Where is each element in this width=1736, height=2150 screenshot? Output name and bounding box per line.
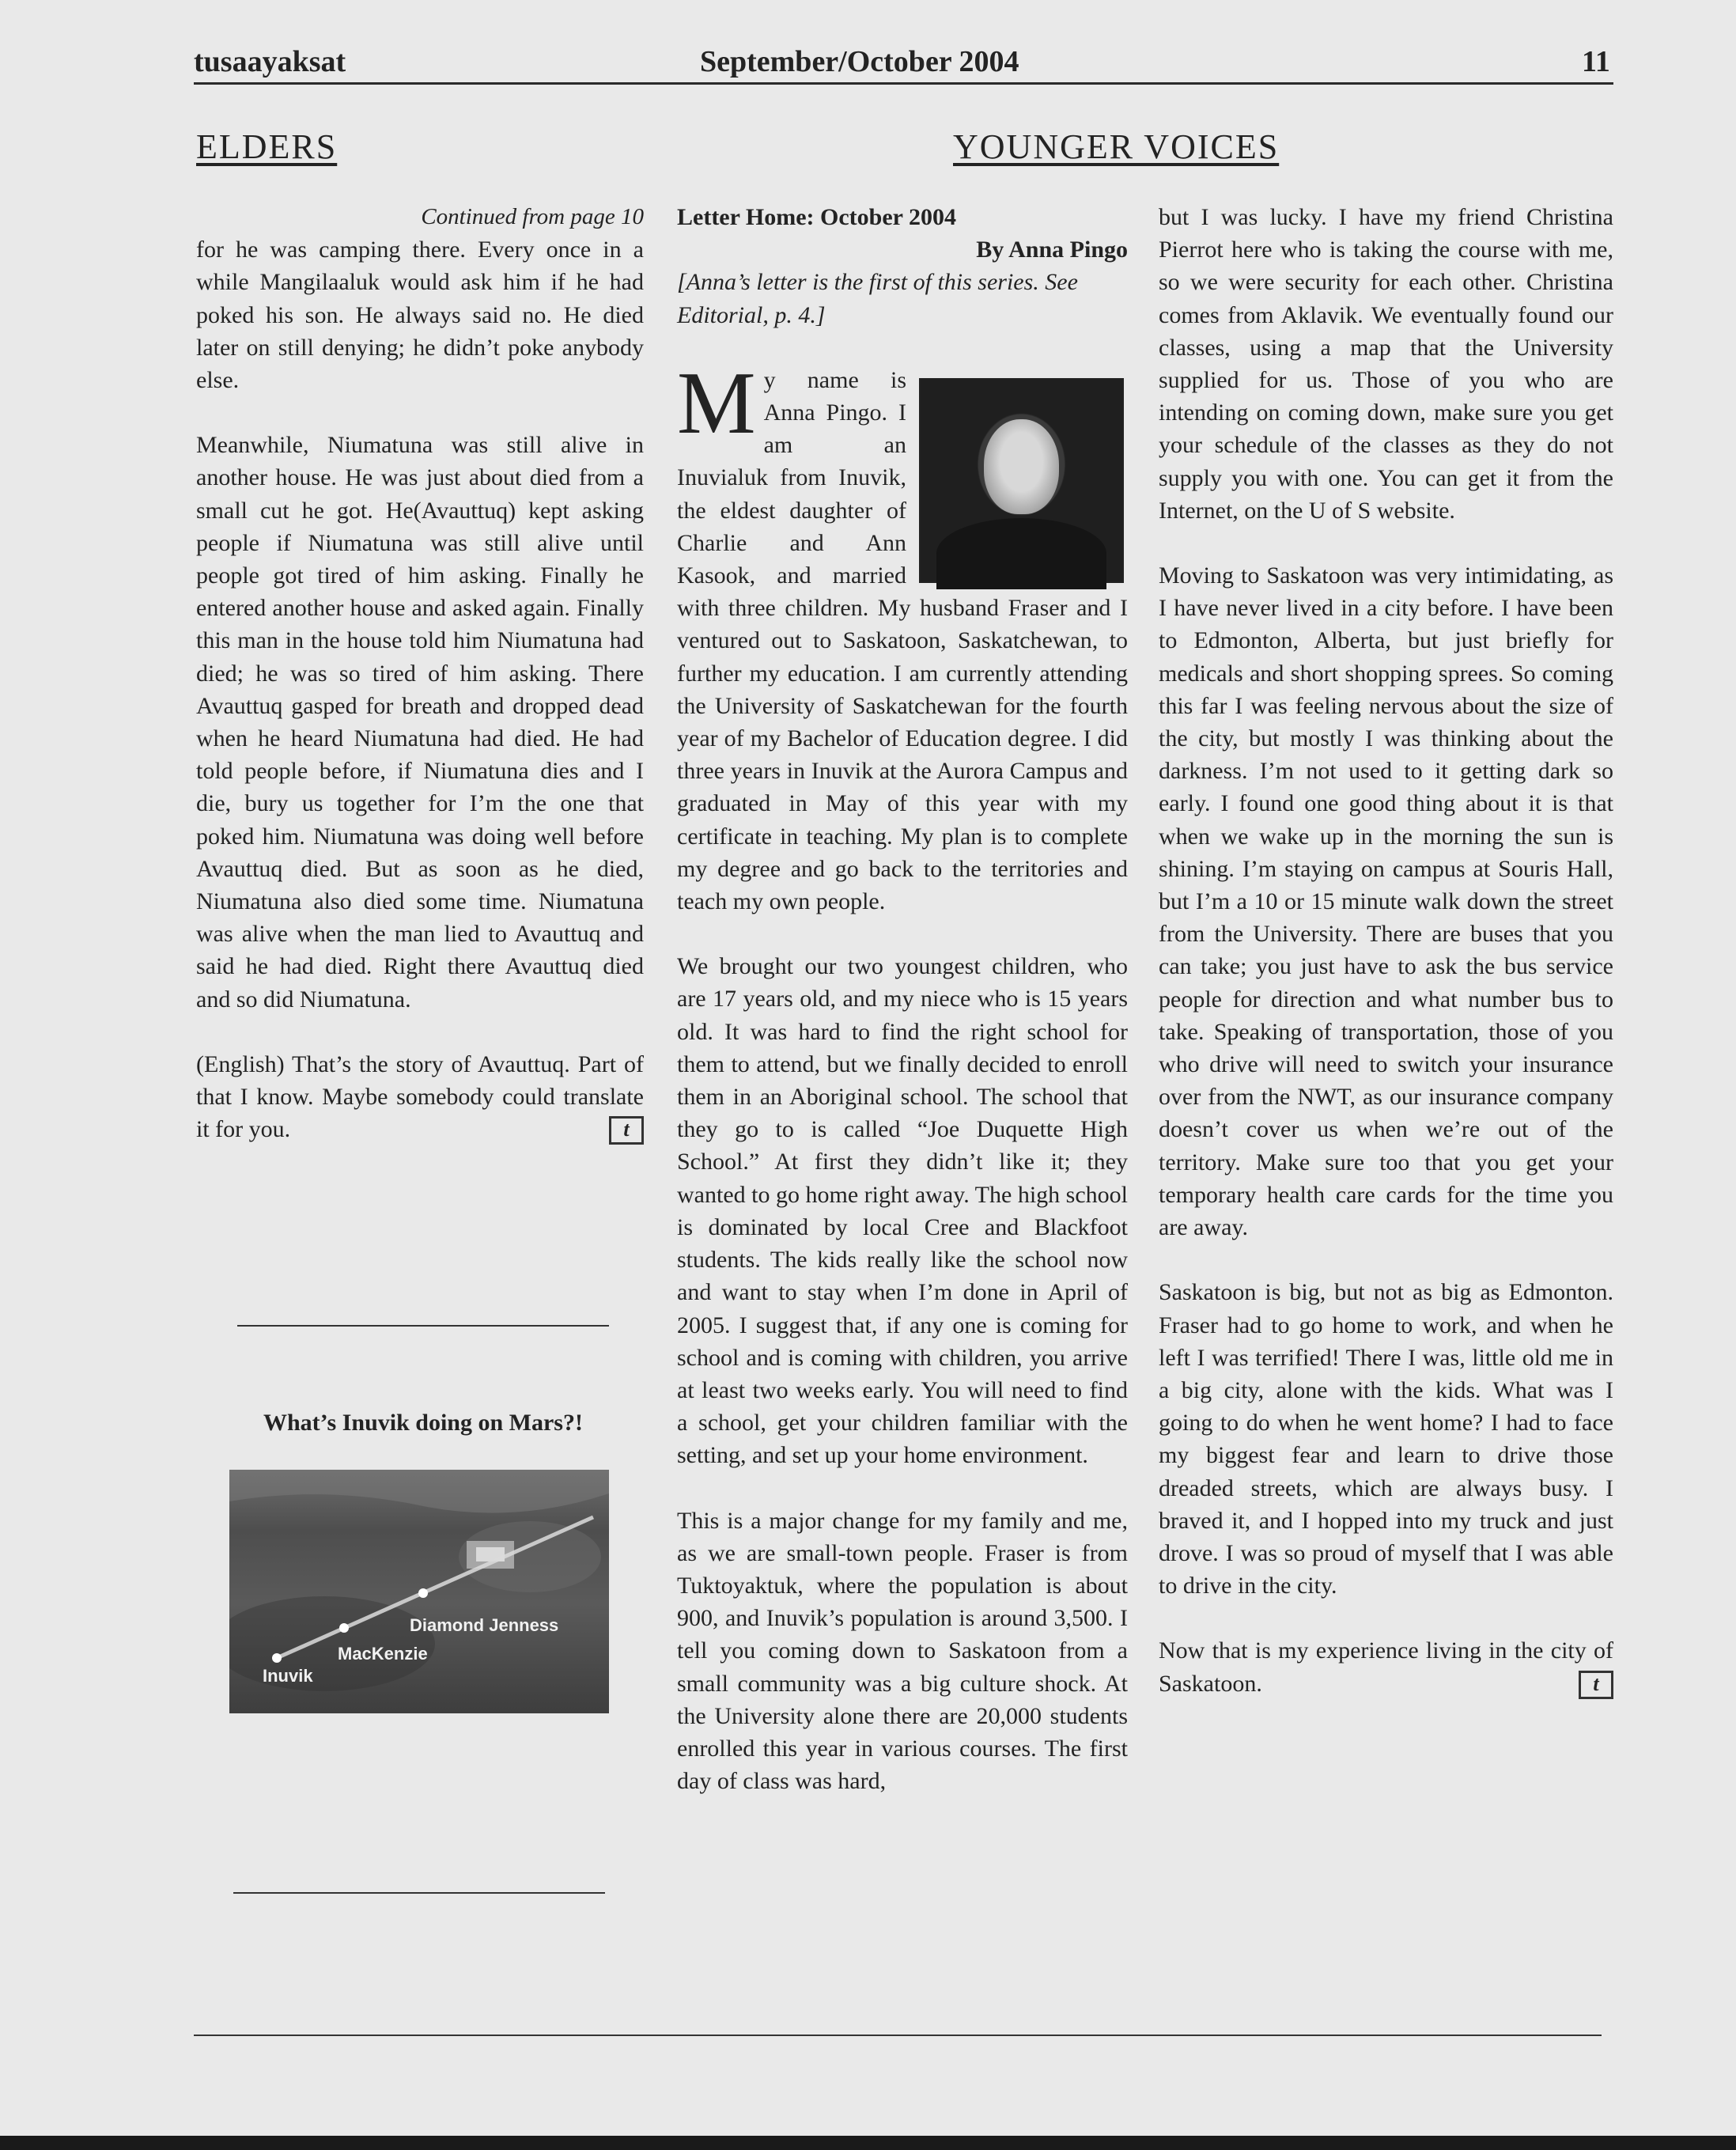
letter-paragraph: We brought our two youngest children, who are 17 years old, and my niece who is 15 years old. It was hard to find the right school for them to attend, but we finally decided to enroll them in an Aboriginal school. The school that they go to is called “Joe Duquette High School.” At first they didn’t like it; they wanted to go home right away. The high school is dominated by local Cree and Blackfoot students. The kids really like the school now and want to stay when I’m done in April of 2005. I suggest that, if any one is coming for school and is coming with children, you arrive at least two weeks early. You will need to find a school, get your children familiar with the setting, and set up your home environment. bbox=[677, 953, 1128, 1469]
photo-shoulders bbox=[936, 518, 1106, 589]
elders-section-title: ELDERS bbox=[196, 127, 338, 166]
series-note: [Anna’s letter is the first of this series. See Editorial, p. 4.] bbox=[677, 269, 1078, 328]
article-title: Letter Home: October 2004 bbox=[677, 204, 956, 230]
divider bbox=[237, 1325, 609, 1327]
letter-paragraph: This is a major change for my family and me, as we are small-town people. Fraser is from Tuktoyaktuk, where the population is about 900, and Inuvik’s population is around 3,500. I tell you coming down to Saskatoon from a small community was a big culture shock. At the University alone there are 20,000 students enrolled this year in various courses. The first day of class was hard, bbox=[677, 1507, 1128, 1795]
letter-paragraph: Moving to Saskatoon was very intimidating, as I have never lived in a city before. I have been to Edmonton, Alberta, but just briefly for medicals and short shopping sprees. So coming this far I was feeling nervous about the size of the city, but mostly I was thinking about the darkness. I’m not used to it getting dark so early. I found one good thing about it is that when we wake up in the morning the sun is shining. I’m staying on campus at Souris Hall, but I’m a 10 or 15 minute walk down the street from the University. There are buses that you can take; you just have to ask the bus service people for direction and what number bus to take. Speaking of transportation, those of you who drive will need to switch your insurance over from the NWT, as our insurance company doesn’t cover us when we’re out of the territory. Make sure too that you get your temporary health care cards for the time you are away. bbox=[1159, 562, 1613, 1241]
elders-paragraph-last bbox=[196, 1048, 644, 1146]
mars-image bbox=[229, 1470, 609, 1713]
drop-cap: M bbox=[677, 354, 756, 452]
issue-date: September/October 2004 bbox=[700, 45, 1019, 78]
end-mark: t bbox=[1579, 1671, 1613, 1699]
header-rule bbox=[194, 82, 1613, 85]
publication-name: tusaayaksat bbox=[194, 45, 346, 78]
label-mackenzie: MacKenzie bbox=[338, 1644, 428, 1664]
footer-rule bbox=[194, 2035, 1602, 2036]
elders-paragraph: Meanwhile, Niumatuna was still alive in another house. He was just about died from a small cut he got. He(Avauttuq) kept asking people if Niumatuna was still alive until people got tired of him asking. Finally he entered another house and asked again. Finally this man in the house told him Niumatuna had died; he was so tired of him asking. There Avauttuq gasped for breath and dropped dead when he heard Niumatuna had died. He had told people before, if Niumatuna dies and I die, bury us together for I’m the one that poked him. Niumatuna was doing well before Avauttuq died. But as soon as he died, Niumatuna also died some time. Niumatuna was alive when the man lied to Avauttuq and said he had died. Right there Avauttuq died and so did Niumatuna. bbox=[196, 432, 644, 1013]
letter-paragraph-text: Now that is my experience living in the city of Saskatoon. bbox=[1159, 1637, 1613, 1697]
author-photo bbox=[919, 378, 1124, 583]
continued-note: Continued from page 10 bbox=[421, 204, 644, 229]
elders-column bbox=[196, 201, 644, 1145]
label-inuvik: Inuvik bbox=[263, 1666, 313, 1686]
mars-caption: What’s Inuvik doing on Mars?! bbox=[263, 1410, 583, 1436]
letter-paragraph: Saskatoon is big, but not as big as Edmonton. Fraser had to go home to work, and when he left I was terrified! There I was, little old me in a big city, alone with the kids. What was I going to do when he went home? I had to face my biggest fear and learn to drive those dreaded streets, which are always busy. I braved it, and I hopped into my truck and just drove. I was so proud of myself that I was able to drive in the city. bbox=[1159, 1279, 1613, 1599]
scan-edge bbox=[0, 2136, 1736, 2150]
photo-face bbox=[984, 419, 1059, 514]
end-mark: t bbox=[609, 1116, 644, 1145]
letter-paragraph-last bbox=[1159, 1634, 1613, 1699]
page-number: 11 bbox=[1582, 45, 1610, 78]
elders-paragraph-text: (English) That’s the story of Avauttuq. Part of that I know. Maybe somebody could translate it for you. bbox=[196, 1050, 644, 1143]
letter-paragraph: but I was lucky. I have my friend Christina Pierrot here who is taking the course with me, so we were security for each other. Christina comes from Aklavik. We eventually found our classes, using a map that the University supplied for us. Those of you who are intending on coming down, make sure you get your schedule of the classes as they do not supply you with one. You can get it from the Internet, on the U of S website. bbox=[1159, 204, 1613, 524]
divider bbox=[233, 1892, 605, 1894]
younger-voices-section-title: YOUNGER VOICES bbox=[953, 127, 1280, 166]
letter-column-3 bbox=[1159, 201, 1613, 1700]
byline: By Anna Pingo bbox=[976, 237, 1128, 263]
label-diamond-jenness: Diamond Jenness bbox=[410, 1615, 559, 1635]
elders-paragraph: for he was camping there. Every once in a while Mangilaaluk would ask him if he had poked his son. He always said no. He died later on still denying; he didn’t poke anybody else. bbox=[196, 237, 644, 394]
letter-intro: y name is Anna Pingo. I am an Inuvialuk from Inuvik, the eldest daughter of Charlie and Ann Kasook, and married with three children. My husband Fraser and I ventured out to Saskatoon, Saskatchewan, to further my education. I am currently attending the University of Saskatchewan for the fourth year of my Bachelor of Education degree. I did three years in Inuvik at the Aurora Campus and graduated in May of this year with my certificate in teaching. My plan is to complete my degree and go back to the territories and teach my own people. bbox=[677, 366, 1128, 915]
